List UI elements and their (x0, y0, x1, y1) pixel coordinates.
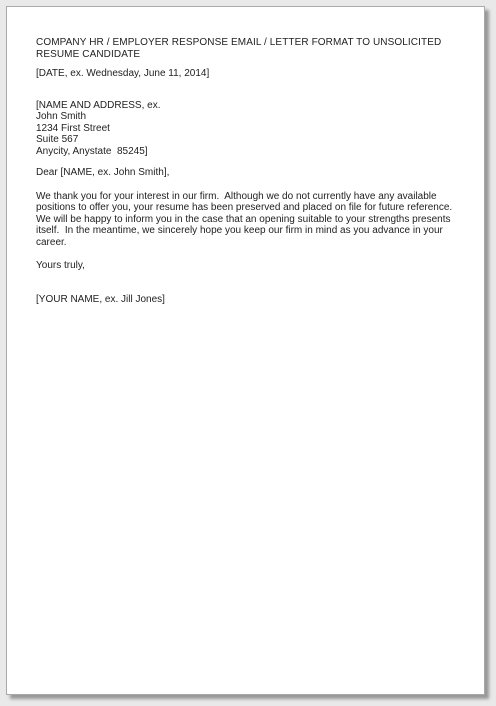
signature (36, 294, 466, 306)
salutation (36, 167, 466, 179)
address-line-3: 1234 First Street (36, 122, 110, 134)
letter-body (36, 191, 464, 249)
date-text: [DATE, ex. Wednesday, June 11, 2014] (36, 68, 210, 79)
body-line-5: career. (36, 236, 67, 248)
address-line-4: Suite 567 (36, 134, 79, 145)
letter-title (36, 37, 466, 60)
address-line-5: Anycity, Anystate 85245] (36, 145, 148, 157)
closing-text: Yours truly, (36, 260, 85, 271)
body-line-4: itself. In the meantime, we sincerely hope you keep our firm in mind as you advance in your (36, 225, 443, 236)
recipient-address (36, 100, 466, 158)
body-line-2: positions to offer you, your resume has been preserved and placed on file for future reference. (36, 202, 453, 213)
title-line-2: RESUME CANDIDATE (36, 48, 141, 60)
signature-text: [YOUR NAME, ex. Jill Jones] (36, 293, 165, 305)
closing (36, 260, 466, 272)
body-line-3: We will be happy to inform you in the case that an opening suitable to your strengths presents (36, 213, 451, 225)
document-page (6, 6, 485, 695)
address-line-2: John Smith (36, 111, 87, 122)
body-line-1: We thank you for your interest in our firm. Although we do not currently have any available (36, 190, 437, 202)
title-line-1: COMPANY HR / EMPLOYER RESPONSE EMAIL / LETTER FORMAT TO UNSOLICITED (36, 37, 442, 48)
letter-date (36, 68, 466, 80)
letter-content (36, 37, 466, 305)
address-line-1: [NAME AND ADDRESS, ex. (36, 99, 161, 111)
salutation-text: Dear [NAME, ex. John Smith], (36, 167, 170, 178)
